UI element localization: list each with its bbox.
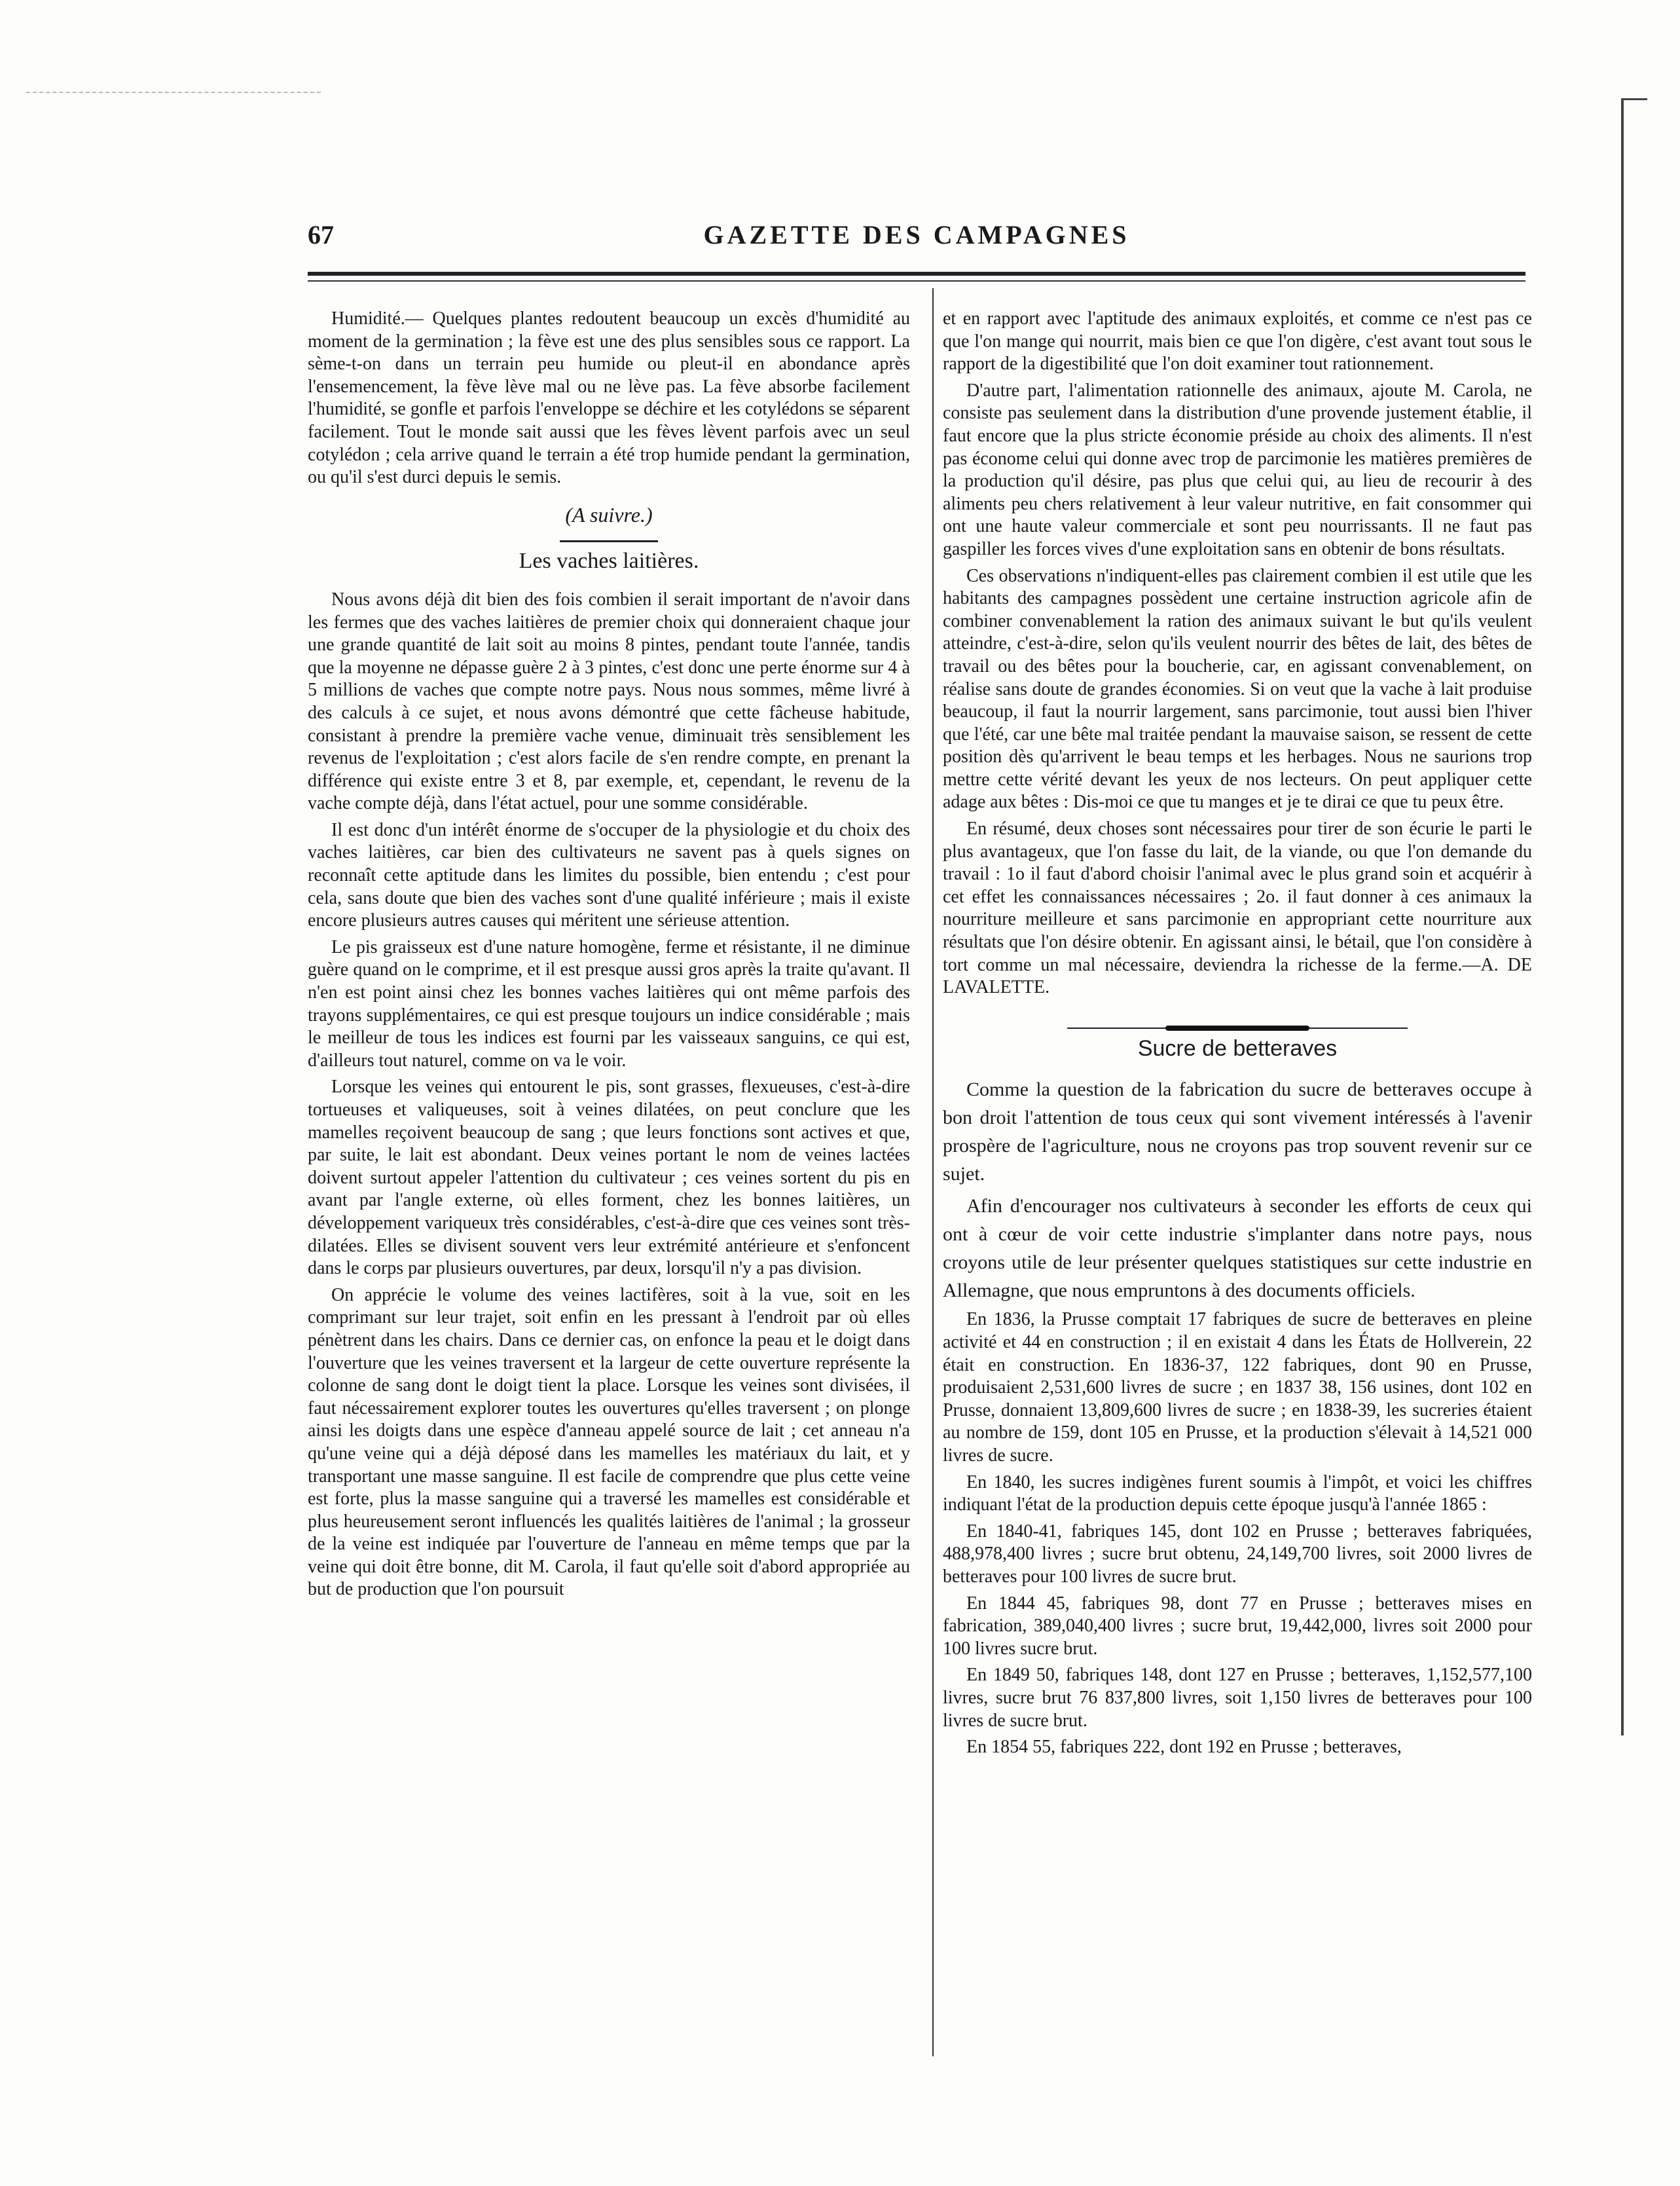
a-suivre-note: (A suivre.) [565, 502, 653, 527]
left-column [308, 308, 910, 1605]
scan-margin-line [1621, 98, 1624, 1735]
sucre-paragraph: Comme la question de la fabrication du sucre de betteraves occupe à bon droit l'attention de tous ceux qui sont vivement intéressés à l'avenir prospère de l'agriculture, nous ne croyons pas trop souvent revenir sur ce sujet. [943, 1079, 1532, 1185]
vaches-paragraph: D'autre part, l'alimentation rationnelle des animaux, ajoute M. Carola, ne consiste pas seulement dans la distribution d'une provende justement établie, il faut encore que la plus stricte économie préside au choix des aliments. Il n'est pas économe celui qui donne avec trop de parcimonie les matières premières de la production qu'il désire, pas plus que celui qui, au lieu de recourir à des aliments peu chers relativement à leur valeur nutritive, en fait consommer qui ont une haute valeur commerciale et sont peu nourrissants. Il ne faut pas gaspiller les forces vives d'une exploitation sans en obtenir de bons résultats. [943, 380, 1532, 559]
sucre-stat-paragraph: En 1840-41, fabriques 145, dont 102 en Prusse ; betteraves fabriquées, 488,978,400 livres ; sucre brut obtenu, 24,149,700 livres, soit 2000 livres de betteraves pour 100 livres de sucre brut. [943, 1521, 1532, 1587]
masthead-title: GAZETTE DES CAMPAGNES [703, 220, 1130, 250]
sucre-stat-paragraph: En 1854 55, fabriques 222, dont 192 en Prusse ; betteraves, [966, 1737, 1402, 1758]
page-number: 67 [308, 220, 334, 250]
section-title-vaches: Les vaches laitières. [519, 549, 699, 574]
section-title-sucre: Sucre de betteraves [1137, 1035, 1338, 1061]
scan-margin-tick [1621, 98, 1647, 100]
vaches-paragraph: Le pis graisseux est d'une nature homogène, ferme et résistante, il ne diminue guère quand on le comprime, et il est presque aussi gros après la traite qu'avant. Il n'en est point ainsi chez les bonnes vaches laitières qui ont même parfois des trayons supplémentaires, ce qui est presque toujours un indice considérable ; mais le meilleur de tous les indices est fourni par les vaisseaux sanguins, ce qui est, d'ailleurs tout naturel, comme on va le voir. [308, 936, 910, 1071]
vaches-paragraph: Ces observations n'indiquent-elles pas clairement combien il est utile que les habitants des campagnes possèdent une certaine instruction agricole afin de combiner convenablement la ration des animaux suivant le but qu'ils veulent atteindre, c'est-à-dire, selon qu'ils veulent nourrir des bêtes de lait, des bêtes de travail ou des bêtes pour la boucherie, car, en agissant convenablement, on réalise sans doute de grandes économies. Si on veut que la vache à lait produise beaucoup, il faut la nourrir largement, sans parcimonie, tout aussi bien l'hiver que l'été, car une bête mal traitée pendant la mauvaise saison, se ressent de cette position dès qu'arrivent le beau temps et les herbages. Nous ne saurions trop mettre cette vérité devant les yeux de nos lecteurs. On peut appliquer cette adage aux bêtes : Dis-moi ce que tu manges et je te dirai ce que tu peux être. [943, 565, 1532, 813]
right-column [943, 308, 1532, 1763]
section-separator [560, 540, 658, 542]
vaches-paragraph: Lorsque les veines qui entourent le pis, sont grasses, flexueuses, c'est-à-dire tortueuses et valiqueuses, soit à veines dilatées, on peut conclure que les mamelles reçoivent beaucoup de sang ; que leurs fonctions sont actives et que, par suite, le lait est abondant. Deux veines portant le nom de veines lactées doivent surtout appeler l'attention du cultivateur ; ces veines sortent du pis en avant par l'angle externe, où elles forment, chez les bonnes laitières, un développement variqueux très considérables, c'est-à-dire que ces veines sont très-dilatées. Elles se divisent souvent vers leur extrémité antérieure et s'enfoncent dans le corps par plusieurs ouvertures, par deux, lorsqu'il n'y a pas division. [308, 1077, 910, 1279]
vaches-paragraph: On apprécie le volume des veines lactifères, soit à la vue, soit en les comprimant sur leur trajet, soit enfin en les pressant à l'endroit par où elles pénètrent dans les chairs. Dans ce dernier cas, on enfonce la peau et le doigt dans l'ouverture que les veines traversent et la largeur de cette ouverture représente la colonne de sang dont le doigt tient la place. Lorsque les veines sont divisées, il faut nécessairement explorer toutes les ouvertures qu'elles traversent ; on plonge ainsi les doigts dans une espèce d'anneau appelé source de lait ; cet anneau n'a qu'une veine qui a déjà déposé dans les mamelles les matériaux du lait, et y transportant une masse sanguine. Il est facile de comprendre que plus cette veine est forte, plus la masse sanguine qui a traversé les mamelles est considérable et plus heureusement seront influencés les qualités laitières de l'animal ; la grosseur de la veine est indiquée par l'ouverture de l'anneau en même temps que par la veine qui doit être bonne, dit M. Carola, il faut qu'elle soit d'abord appropriée au but de production que l'on poursuit [308, 1284, 910, 1600]
scan-artifact-dashes [26, 92, 321, 94]
vaches-paragraph: En résumé, deux choses sont nécessaires pour tirer de son écurie le parti le plus avantageux, que l'on fasse du lait, de la viande, ou que l'on demande du travail : 1o il faut d'abord choisir l'animal avec le plus grand soin et acquérir à cet effet les connaissances nécessaires ; 2o. il faut donner à ces animaux la nourriture meilleure et sans parcimonie en appropriant cette nourriture aux résultats que l'on désire obtenir. En agissant ainsi, le bétail, que l'on considère à tort comme un mal nécessaire, deviendra la richesse de la ferme.—A. DE LAVALETTE. [943, 819, 1532, 998]
humidite-paragraph: Humidité.— Quelques plantes redoutent beaucoup un excès d'humidité au moment de la germination ; la fève est une des plus sensibles sous ce rapport. La sème-t-on dans un terrain peu humide ou pleut-il en abondance après l'ensemencement, la fève lève mal ou ne lève pas. La fève absorbe facilement l'humidité, se gonfle et parfois l'enveloppe se déchire et les cotylédons se séparent facilement. Tout le monde sait aussi que les fèves lèvent parfois avec un seul cotylédon ; cela arrive quand le terrain a été trop humide pendant la germination, ou qu'il s'est durci depuis le semis. [308, 308, 910, 488]
sucre-stat-paragraph: En 1836, la Prusse comptait 17 fabriques de sucre de betteraves en pleine activité et 44 en construction ; il en existait 4 dans les États de Hollverein, 22 était en construction. En 1836-37, 122 fabriques, dont 90 en Prusse, produisaient 2,531,600 livres de sucre ; en 1837 38, 156 usines, dont 102 en Prusse, donnaient 13,809,600 livres de sucre ; en 1838-39, les sucreries étaient au nombre de 159, dont 105 en Prusse, et la production s'élevait à 14,521 000 livres de sucre. [943, 1309, 1532, 1466]
sucre-stat-paragraph: En 1849 50, fabriques 148, dont 127 en Prusse ; betteraves, 1,152,577,100 livres, sucre brut 76 837,800 livres, soit 1,150 livres de betteraves pour 100 livres de sucre brut. [943, 1665, 1532, 1731]
page-header [308, 219, 1525, 259]
sucre-paragraph: Afin d'encourager nos cultivateurs à seconder les efforts de ceux qui ont à cœur de voir cette industrie s'implanter dans notre pays, nous croyons utile de leur présenter quelques statistiques sur cette industrie en Allemagne, que nous empruntons à des documents officiels. [943, 1195, 1532, 1302]
section-ornament [1067, 1026, 1408, 1031]
column-divider [932, 288, 934, 2056]
header-rule-thin [308, 280, 1525, 282]
sucre-intro [943, 1075, 1532, 1305]
vaches-continuation: et en rapport avec l'aptitude des animaux exploités, et comme ce n'est pas ce que l'on mange qui nourrit, mais bien ce que l'on digère, c'est avant tout sous le rapport de la digestibilité que l'on doit examiner tout rationnement. [943, 308, 1532, 375]
header-rule-thick [308, 272, 1525, 276]
sucre-stat-paragraph: En 1840, les sucres indigènes furent soumis à l'impôt, et voici les chiffres indiquant l'état de la production depuis cette époque jusqu'à l'année 1865 : [943, 1472, 1532, 1515]
vaches-paragraph: Il est donc d'un intérêt énorme de s'occuper de la physiologie et du choix des vaches laitières, car bien des cultivateurs ne savent pas à quels signes on reconnaît cette aptitude dans les limites du possible, bien entendu ; c'est pour cela, sans doute que bien des vaches sont d'une qualité inférieure ; mais il existe encore plusieurs autres causes qui méritent une sérieuse attention. [308, 819, 910, 931]
sucre-stat-paragraph: En 1844 45, fabriques 98, dont 77 en Prusse ; betteraves mises en fabrication, 389,040,400 livres ; sucre brut, 19,442,000, livres soit 2000 pour 100 livres sucre brut. [943, 1593, 1532, 1659]
vaches-paragraph: Nous avons déjà dit bien des fois combien il serait important de n'avoir dans les fermes que des vaches laitières de premier choix qui donneraient chaque jour une grande quantité de lait soit au moins 8 pintes, pendant toute l'année, tandis que la moyenne ne dépasse guère 2 à 3 pintes, c'est donc une perte énorme sur 4 à 5 millions de vaches que compte notre pays. Nous nous sommes, même livré à des calculs à ce sujet, et nous avons démontré que cette fâcheuse habitude, consistant à prendre la première vache venue, diminuait très sensiblement les revenus de l'exploitation ; c'est alors facile de s'en rendre compte, en prenant la différence qui existe entre 3 et 8, par exemple, et, cependant, le revenu de la vache compte déjà, dans l'état actuel, pour une somme considérable. [308, 589, 910, 814]
